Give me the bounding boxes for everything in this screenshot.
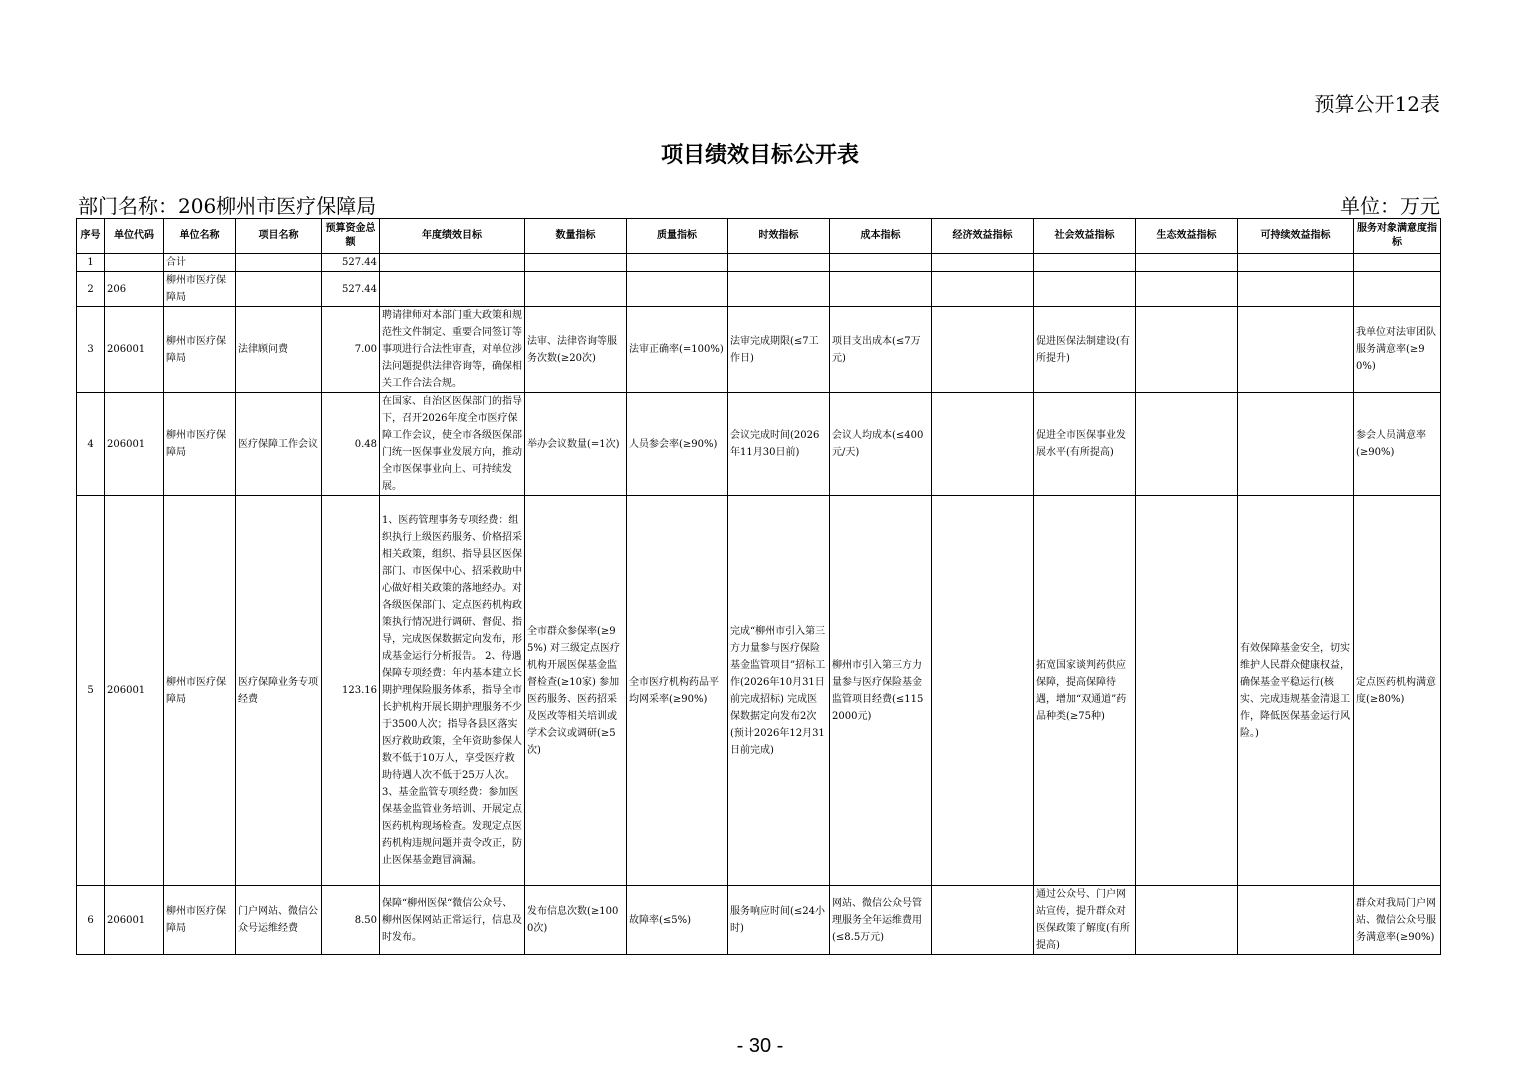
- header-cell: 单位代码: [105, 219, 164, 254]
- cell-qual: [627, 272, 728, 307]
- header-cell: 成本指标: [830, 219, 932, 254]
- cell-cost: 柳州市引入第三方力量参与医疗保险基金监管项目经费(≤1152000元): [830, 496, 932, 886]
- cell-eco: [1136, 254, 1238, 272]
- cell-code: 206: [105, 272, 164, 307]
- cell-social: [1034, 254, 1136, 272]
- cell-amount: 527.44: [322, 272, 380, 307]
- header-cell: 可持续效益指标: [1238, 219, 1354, 254]
- cell-social: 拓宽国家谈判药供应保障，提高保障待遇，增加“双通道”药品种类(≥75种): [1034, 496, 1136, 886]
- cell-project: 门户网站、微信公众号运维经费: [236, 886, 322, 955]
- header-cell: 年度绩效目标: [380, 219, 525, 254]
- cell-sustain: [1238, 393, 1354, 496]
- unit-label: 单位：万元: [1340, 194, 1440, 218]
- header-cell: 经济效益指标: [932, 219, 1034, 254]
- performance-table: [76, 218, 1441, 955]
- cell-name: 柳州市医疗保障局: [164, 496, 236, 886]
- cell-amount: 0.48: [322, 393, 380, 496]
- cell-qual: [627, 254, 728, 272]
- cell-qty: [525, 272, 627, 307]
- header-cell: 服务对象满意度指标: [1354, 219, 1441, 254]
- cell-satis: 定点医药机构满意度(≥80%): [1354, 496, 1441, 886]
- cell-social: 通过公众号、门户网站宣传，提升群众对医保政策了解度(有所提高): [1034, 886, 1136, 955]
- cell-no: 1: [77, 254, 105, 272]
- cell-qual: 人员参会率(≥90%): [627, 393, 728, 496]
- cell-qty: 发布信息次数(≥1000次): [525, 886, 627, 955]
- cell-qty: 全市群众参保率(≥95%) 对三级定点医疗机构开展医保基金监督检查(≥10家) 参加医药服务、医药招采及医改等相关培训或学术会议或调研(≥5次): [525, 496, 627, 886]
- cell-qty: 举办会议数量(=1次): [525, 393, 627, 496]
- cell-eco: [1136, 272, 1238, 307]
- cell-time: 服务响应时间(≤24小时): [728, 886, 830, 955]
- cell-econ: [932, 272, 1034, 307]
- table-row: [77, 254, 1441, 272]
- cell-no: 5: [77, 496, 105, 886]
- cell-qual: 法审正确率(=100%): [627, 307, 728, 393]
- header-cell: 社会效益指标: [1034, 219, 1136, 254]
- cell-no: 3: [77, 307, 105, 393]
- cell-time: [728, 254, 830, 272]
- cell-project: 法律顾问费: [236, 307, 322, 393]
- cell-qual: 故障率(≤5%): [627, 886, 728, 955]
- cell-time: 完成“柳州市引入第三方力量参与医疗保险基金监管项目”招标工作(2026年10月31日前完成招标) 完成医保数据定向发布2次(预计2026年12月31日前完成): [728, 496, 830, 886]
- page-number: - 30 -: [736, 1035, 784, 1057]
- table-row: [77, 496, 1441, 886]
- table-row: [77, 393, 1441, 496]
- cell-satis: 群众对我局门户网站、微信公众号服务满意率(≥90%): [1354, 886, 1441, 955]
- cell-social: [1034, 272, 1136, 307]
- header-row: [77, 219, 1441, 254]
- table-row: [77, 307, 1441, 393]
- cell-amount: 123.16: [322, 496, 380, 886]
- cell-sustain: [1238, 254, 1354, 272]
- cell-code: [105, 254, 164, 272]
- cell-eco: [1136, 393, 1238, 496]
- table-row: [77, 272, 1441, 307]
- cell-qty: [525, 254, 627, 272]
- cell-eco: [1136, 307, 1238, 393]
- cell-amount: 8.50: [322, 886, 380, 955]
- header-cell: 单位名称: [164, 219, 236, 254]
- table-number: 预算公开12表: [1314, 92, 1440, 116]
- header-cell: 时效指标: [728, 219, 830, 254]
- cell-time: 会议完成时间(2026年11月30日前): [728, 393, 830, 496]
- cell-project: 医疗保障业务专项经费: [236, 496, 322, 886]
- cell-qual: 全市医疗机构药品平均网采率(≥90%): [627, 496, 728, 886]
- cell-name: 合计: [164, 254, 236, 272]
- cell-cost: [830, 254, 932, 272]
- cell-econ: [932, 886, 1034, 955]
- header-cell: 预算资金总额: [322, 219, 380, 254]
- cell-time: [728, 272, 830, 307]
- cell-satis: [1354, 272, 1441, 307]
- cell-code: 206001: [105, 886, 164, 955]
- cell-amount: 7.00: [322, 307, 380, 393]
- cell-econ: [932, 254, 1034, 272]
- cell-social: 促进医保法制建设(有所提升): [1034, 307, 1136, 393]
- cell-no: 6: [77, 886, 105, 955]
- cell-sustain: 有效保障基金安全，切实维护人民群众健康权益，确保基金平稳运行(核实、完成违规基金清退工作，降低医保基金运行风险。): [1238, 496, 1354, 886]
- cell-time: 法审完成期限(≤7工作日): [728, 307, 830, 393]
- header-cell: 质量指标: [627, 219, 728, 254]
- cell-goal: 保障“柳州医保“微信公众号、柳州医保网站正常运行，信息及时发布。: [380, 886, 525, 955]
- cell-code: 206001: [105, 393, 164, 496]
- header-cell: 数量指标: [525, 219, 627, 254]
- cell-goal: [380, 272, 525, 307]
- cell-project: [236, 272, 322, 307]
- cell-project: [236, 254, 322, 272]
- cell-name: 柳州市医疗保障局: [164, 886, 236, 955]
- cell-goal: 在国家、自治区医保部门的指导下，召开2026年度全市医疗保障工作会议，使全市各级医保部门统一医保事业发展方向，推动全市医保事业向上、可持续发展。: [380, 393, 525, 496]
- cell-satis: [1354, 254, 1441, 272]
- cell-no: 2: [77, 272, 105, 307]
- cell-code: 206001: [105, 496, 164, 886]
- cell-sustain: [1238, 886, 1354, 955]
- cell-eco: [1136, 886, 1238, 955]
- cell-social: 促进全市医保事业发展水平(有所提高): [1034, 393, 1136, 496]
- cell-code: 206001: [105, 307, 164, 393]
- cell-satis: 我单位对法审团队服务满意率(≥90%): [1354, 307, 1441, 393]
- cell-qty: 法审、法律咨询等服务次数(≥20次): [525, 307, 627, 393]
- cell-goal: [380, 254, 525, 272]
- cell-goal: 1、医药管理事务专项经费：组织执行上级医药服务、价格招采相关政策，组织、指导县区医保部门、市医保中心、招采救助中心做好相关政策的落地经办。对各级医保部门、定点医药机构政策执行情况进行调研、督促、指导，完成医保数据定向发布，形成基金运行分析报告。 2、待遇保障专项经费：年内基本建立长期护理保险服务体系，指导全市长护机构开展长期护理服务不少于3500人次；指导各县区落实医疗救助政策，全年资助参保人数不低于10万人，享受医疗救助待遇人次不低于25万人次。 3、基金监管专项经费：参加医保基金监管业务培训、开展定点医药机构现场检查。发现定点医药机构违规问题并责令改正，防止医保基金跑冒滴漏。: [380, 496, 525, 886]
- department-name: 部门名称：206柳州市医疗保障局: [78, 194, 377, 218]
- page-title: 项目绩效目标公开表: [660, 142, 859, 168]
- header-cell: 项目名称: [236, 219, 322, 254]
- cell-no: 4: [77, 393, 105, 496]
- cell-amount: 527.44: [322, 254, 380, 272]
- cell-cost: [830, 272, 932, 307]
- cell-name: 柳州市医疗保障局: [164, 272, 236, 307]
- cell-goal: 聘请律师对本部门重大政策和规范性文件制定、重要合同签订等事项进行合法性审查，对单位涉法问题提供法律咨询等，确保相关工作合法合规。: [380, 307, 525, 393]
- cell-project: 医疗保障工作会议: [236, 393, 322, 496]
- cell-name: 柳州市医疗保障局: [164, 307, 236, 393]
- cell-cost: 会议人均成本(≤400元/天): [830, 393, 932, 496]
- cell-cost: 网站、微信公众号管理服务全年运维费用(≤8.5万元): [830, 886, 932, 955]
- cell-cost: 项目支出成本(≤7万元): [830, 307, 932, 393]
- cell-econ: [932, 496, 1034, 886]
- cell-sustain: [1238, 307, 1354, 393]
- cell-econ: [932, 307, 1034, 393]
- cell-eco: [1136, 496, 1238, 886]
- cell-econ: [932, 393, 1034, 496]
- cell-satis: 参会人员满意率(≥90%): [1354, 393, 1441, 496]
- table-row: [77, 886, 1441, 955]
- cell-sustain: [1238, 272, 1354, 307]
- header-cell: 生态效益指标: [1136, 219, 1238, 254]
- cell-name: 柳州市医疗保障局: [164, 393, 236, 496]
- header-cell: 序号: [77, 219, 105, 254]
